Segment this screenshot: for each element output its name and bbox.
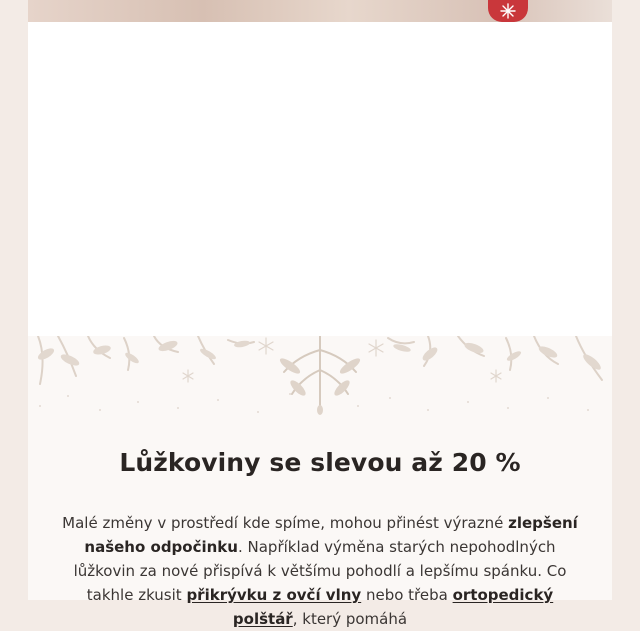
red-accent-badge (488, 0, 528, 22)
paragraph-text: Malé změny v prostředí kde spíme, mohou přinést výrazné (62, 514, 509, 532)
article-paragraph (60, 511, 580, 631)
article-headline: Lůžkoviny se slevou až 20 % (119, 448, 521, 477)
snowflake-icon (488, 0, 528, 22)
hero-image[interactable] (28, 22, 612, 336)
paragraph-highlight: zlepšení našeho odpočinku (84, 514, 578, 556)
paragraph-text: nebo třeba (361, 586, 453, 604)
hero-top-strip (28, 0, 612, 22)
link-orthopedic-pillow[interactable]: ortopedický polštář (232, 586, 554, 628)
winter-foliage-graphic (28, 336, 612, 416)
article-content (28, 430, 612, 631)
link-sheepwool-duvet[interactable]: přikrývku z ovčí vlny (186, 586, 362, 604)
paragraph-text: . Například výměna starých nepohodlných lůžkovin za nové přispívá k většímu pohodlí a lepšímu spánku. Co takhle zkusit (73, 538, 567, 604)
email-card (28, 0, 612, 628)
winter-decoration (28, 336, 612, 416)
paragraph-text: , který pomáhá (292, 610, 408, 628)
